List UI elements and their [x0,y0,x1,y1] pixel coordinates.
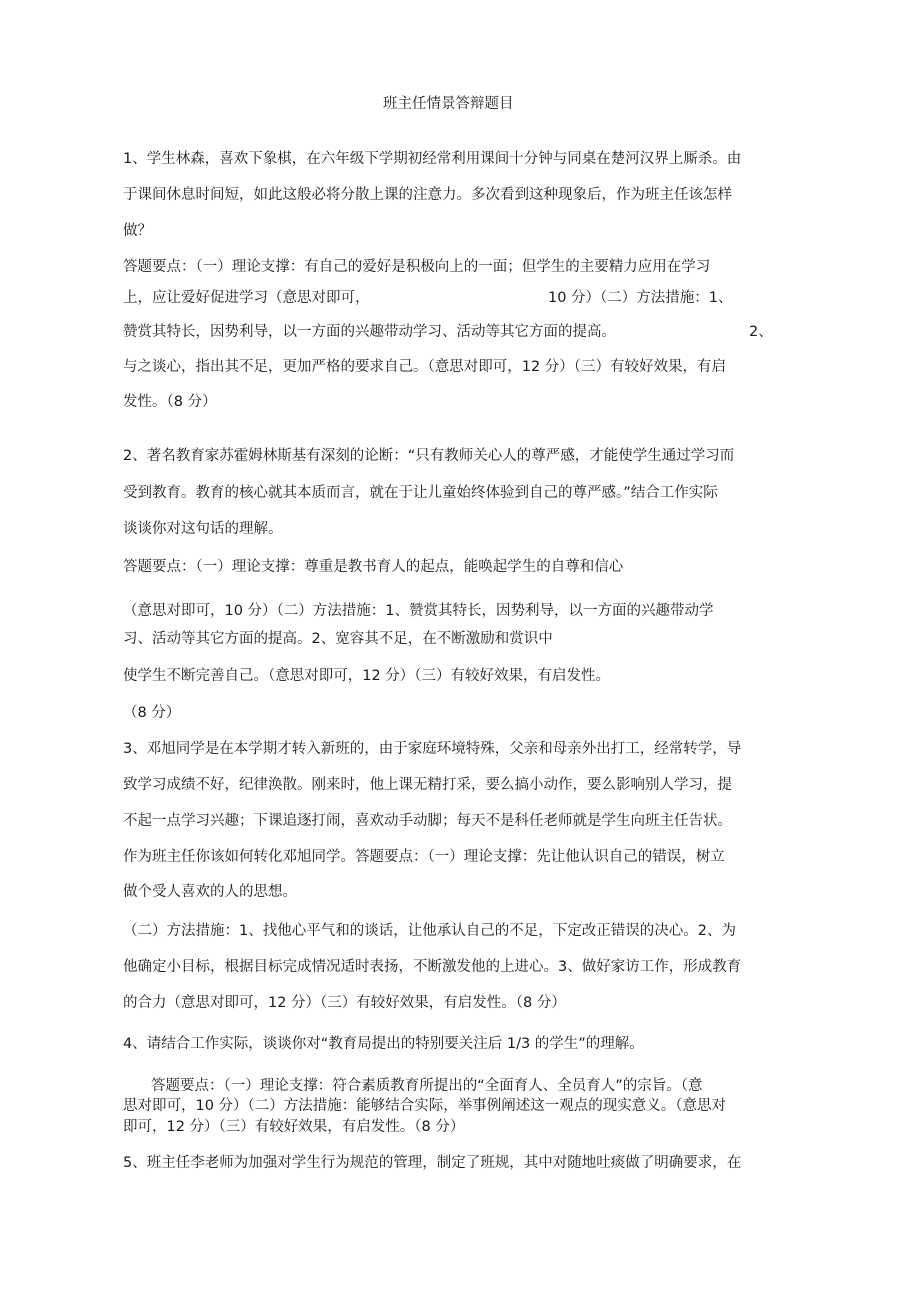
text-line: 上，应让爱好促进学习（意思对即可， [123,290,370,306]
text-line: 2、著名教育家苏霍姆林斯基有深刻的论断：“只有教师关心人的尊严感，才能使学生通过学习而 [123,448,735,464]
text-line: 1、学生林森，喜欢下象棋，在六年级下学期初经常利用课间十分钟与同桌在楚河汉界上厮杀。由 [123,151,742,167]
text-line: 即可，12 分）（三）有较好效果，有启发性。（8 分） [123,1119,465,1135]
text-line: 作为班主任你该如何转化邓旭同学。答题要点：（一）理论支撑：先让他认识自己的错误，树立 [123,849,725,865]
text-line: 答题要点：（一）理论支撑：尊重是教书育人的起点，能唤起学生的自尊和信心 [123,559,624,575]
text-line: （意思对即可，10 分）（二）方法措施：1、赞赏其特长，因势利导，以一方面的兴趣带动学 [123,603,714,619]
text-line: 做？ [123,223,152,239]
text-line: 3、邓旭同学是在本学期才转入新班的，由于家庭环境特殊，父亲和母亲外出打工，经常转学，导 [123,741,742,757]
text-line: 做个受人喜欢的人的思想。 [123,884,297,900]
text-line: 5、班主任李老师为加强对学生行为规范的管理，制定了班规，其中对随地吐痰做了明确要求，在 [123,1155,742,1171]
text-line: （8 分） [123,705,181,721]
text-line: 受到教育。教育的核心就其本质而言，就在于让儿童始终体验到自己的尊严感。”结合工作实际 [123,485,718,501]
text-line: 他确定小目标，根据目标完成情况适时表扬，不断激发他的上进心。3、做好家访工作，形成教育 [123,959,742,975]
text-line: 答题要点：（一）理论支撑：有自己的爱好是积极向上的一面；但学生的主要精力应用在学习 [123,259,711,275]
text-line: 10 分）（二）方法措施：1、 [548,290,733,306]
text-line: 的合力（意思对即可，12 分）（三）有较好效果，有启发性。（8 分） [123,995,566,1011]
page-title: 班主任情景答辩题目 [383,96,514,112]
text-line: 于课间休息时间短，如此这般必将分散上课的注意力。多次看到这种现象后，作为班主任该怎样 [123,187,732,203]
text-line: （二）方法措施：1、找他心平气和的谈话，让他承认自己的不足，下定改正错误的决心。2、为 [123,923,736,939]
text-line: 2、 [749,324,773,340]
text-line: 使学生不断完善自己。（意思对即可，12 分）（三）有较好效果，有启发性。 [123,668,611,684]
text-line: 不起一点学习兴趣；下课追逐打闹，喜欢动手动脚；每天不是科任老师就是学生向班主任告状。 [123,813,732,829]
text-line: 思对即可，10 分）（二）方法措施：能够结合实际，举事例阐述这一观点的现实意义。（意思对 [123,1098,727,1114]
text-line: 谈谈你对这句话的理解。 [123,521,283,537]
text-line: 与之谈心，指出其不足，更加严格的要求自己。（意思对即可，12 分）（三）有较好效果，有启 [123,359,727,375]
text-line: 发性。（8 分） [123,394,217,410]
text-line: 答题要点：（一）理论支撑：符合素质教育所提出的“全面育人、全员育人”的宗旨。（意 [151,1078,703,1094]
text-line: 致学习成绩不好，纪律涣散。刚来时，他上课无精打采，要么搞小动作，要么影响别人学习，提 [123,777,732,793]
text-line: 习、活动等其它方面的提高。2、宽容其不足，在不断激励和赏识中 [123,631,553,647]
text-line: 赞赏其特长，因势利导，以一方面的兴趣带动学习、活动等其它方面的提高。 [123,324,616,340]
text-line: 4、请结合工作实际，谈谈你对“教育局提出的特别要关注后 1/3 的学生”的理解。 [123,1036,644,1052]
